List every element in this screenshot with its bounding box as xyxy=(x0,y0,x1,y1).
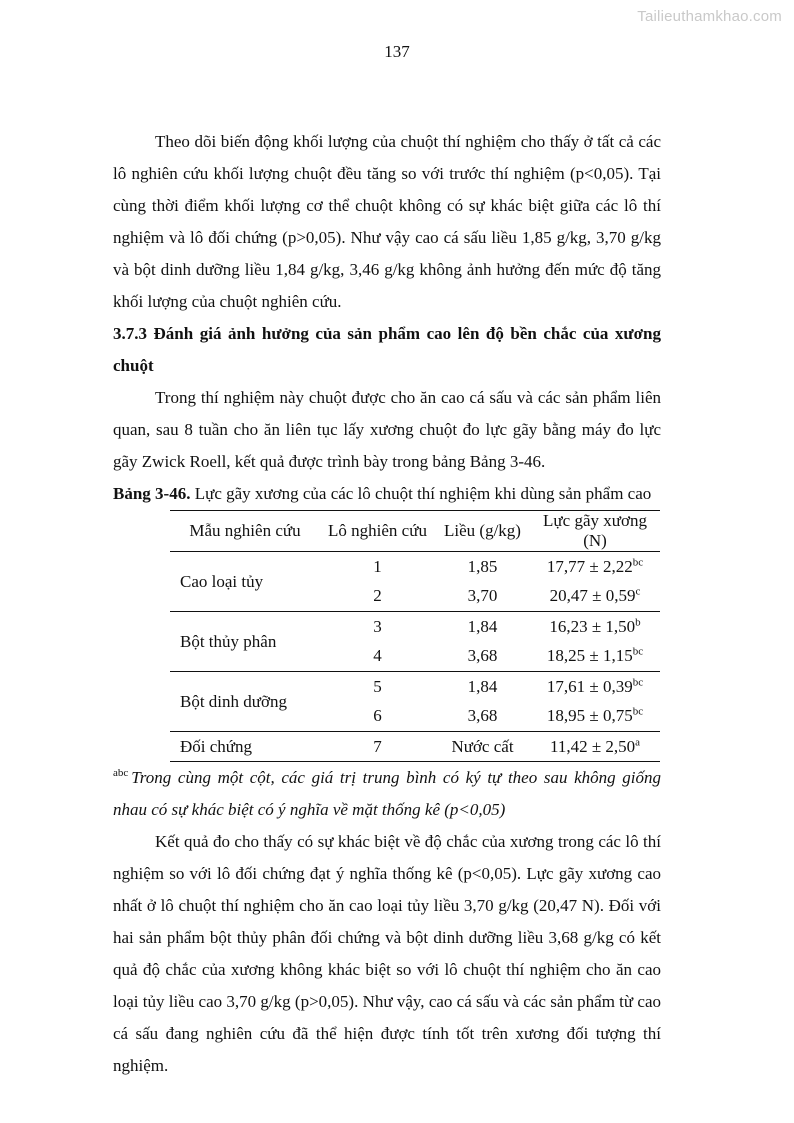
significance-superscript: b xyxy=(635,616,641,629)
significance-superscript: bc xyxy=(632,556,644,569)
significance-superscript: bc xyxy=(632,705,644,718)
sample-cell: Bột thủy phân xyxy=(180,631,277,651)
table-row xyxy=(170,552,660,582)
footnote-superscript: abc xyxy=(113,767,129,780)
header-force: Lực gãy xương (N) xyxy=(543,511,647,550)
dose-cell: 1,84 xyxy=(467,616,498,636)
table-row xyxy=(170,732,660,762)
significance-superscript: a xyxy=(635,735,641,748)
significance-superscript: bc xyxy=(632,676,644,689)
header-dose: Liều (g/kg) xyxy=(444,521,521,540)
force-cell: 17,61 ± 0,39$^{bc}$ xyxy=(546,676,644,696)
lot-cell: 7 xyxy=(373,736,382,756)
table-header-row xyxy=(170,511,660,552)
force-cell: 18,25 ± 1,15$^{bc}$ xyxy=(546,645,644,666)
header-lot: Lô nghiên cứu xyxy=(328,521,427,540)
paragraph-results-discussion: Kết quả đo cho thấy có sự khác biệt về độ chắc của xương trong các lô thí nghiệm so với lô đối chứng đạt ý nghĩa thống kê (p<0,05). Lực gãy xương cao nhất ở lô chuột thí nghiệm cho ăn cao loại tủy liều 3,70 g/kg (20,47 N). Đối với hai sản phẩm bột thủy phân đối chứng và bột dinh dưỡng liều 3,68 g/kg có kết quả độ chắc của xương không khác biệt so với lô chuột thí nghiệm cho ăn cao loại tủy liều cao 3,70 g/kg (p>0,05). Như vậy, cao cá sấu và các sản phẩm từ cao cá sấu đang nghiên cứu đã thể hiện được tính tốt trên xương đối tượng thí nghiệm. xyxy=(113,832,661,1075)
table-footnote xyxy=(113,762,661,826)
table-row xyxy=(170,612,660,642)
lot-cell: 2 xyxy=(373,586,382,606)
dose-cell: 1,84 xyxy=(467,676,498,696)
lot-cell: 5 xyxy=(373,676,382,696)
significance-superscript: c xyxy=(635,585,641,598)
sample-cell: Bột dinh dưỡng xyxy=(180,691,287,711)
watermark: Tailieuthamkhao.com xyxy=(637,8,782,25)
force-cell: 20,47 ± 0,59$^c$ xyxy=(549,585,641,606)
force-cell: 17,77 ± 2,22$^{bc}$ xyxy=(546,556,644,576)
force-cell: 16,23 ± 1,50$^b$ xyxy=(549,616,641,636)
page-number: 137 xyxy=(384,42,410,61)
table-row xyxy=(170,672,660,702)
lot-cell: 3 xyxy=(373,616,382,636)
table-caption-text: Lực gãy xương của các lô chuột thí nghiệm khi dùng sản phẩm cao xyxy=(190,484,652,503)
bone-break-force-table xyxy=(170,510,660,762)
paragraph-experiment-method: Trong thí nghiệm này chuột được cho ăn cao cá sấu và các sản phẩm liên quan, sau 8 tuần cho ăn liên tục lấy xương chuột đo lực gãy bằng máy đo lực gãy Zwick Roell, kết quả được trình bày trong bảng Bảng 3-46. xyxy=(113,388,661,471)
dose-cell: 3,68 xyxy=(467,706,498,726)
dose-cell: 3,68 xyxy=(467,646,498,666)
lot-cell: 4 xyxy=(373,646,382,666)
significance-superscript: bc xyxy=(632,645,644,658)
table-caption-label: Bảng 3-46. xyxy=(113,484,191,503)
dose-cell: 1,85 xyxy=(467,556,498,576)
dose-cell: 3,70 xyxy=(467,586,498,606)
dose-cell: Nước cất xyxy=(451,736,514,756)
table-caption xyxy=(113,478,661,510)
lot-cell: 6 xyxy=(373,706,382,726)
page-content xyxy=(113,126,661,1082)
sample-cell: Cao loại tủy xyxy=(180,571,264,591)
section-heading-3-7-3: 3.7.3 Đánh giá ảnh hưởng của sản phẩm cao lên độ bền chắc của xương chuột xyxy=(113,324,661,375)
footnote-text: Trong cùng một cột, các giá trị trung bình có ký tự theo sau không giống nhau có sự khác biệt có ý nghĩa về mặt thống kê (p<0,05) xyxy=(113,768,661,819)
lot-cell: 1 xyxy=(373,556,382,576)
results-table-body xyxy=(170,552,660,762)
paragraph-weight-change: Theo dõi biến động khối lượng của chuột thí nghiệm cho thấy ở tất cả các lô nghiên cứu khối lượng chuột đều tăng so với trước thí nghiệm (p<0,05). Tại cùng thời điểm khối lượng cơ thể chuột không có sự khác biệt giữa các lô thí nghiệm và lô đối chứng (p>0,05). Như vậy cao cá sấu liều 1,85 g/kg, 3,70 g/kg và bột dinh dưỡng liều 1,84 g/kg, 3,46 g/kg không ảnh hưởng đến mức độ tăng khối lượng của chuột nghiên cứu. xyxy=(113,132,661,311)
force-cell: 11,42 ± 2,50$^a$ xyxy=(549,735,641,756)
sample-cell: Đối chứng xyxy=(180,736,253,756)
force-cell: 18,95 ± 0,75$^{bc}$ xyxy=(546,705,644,726)
header-sample: Mẫu nghiên cứu xyxy=(189,521,301,540)
